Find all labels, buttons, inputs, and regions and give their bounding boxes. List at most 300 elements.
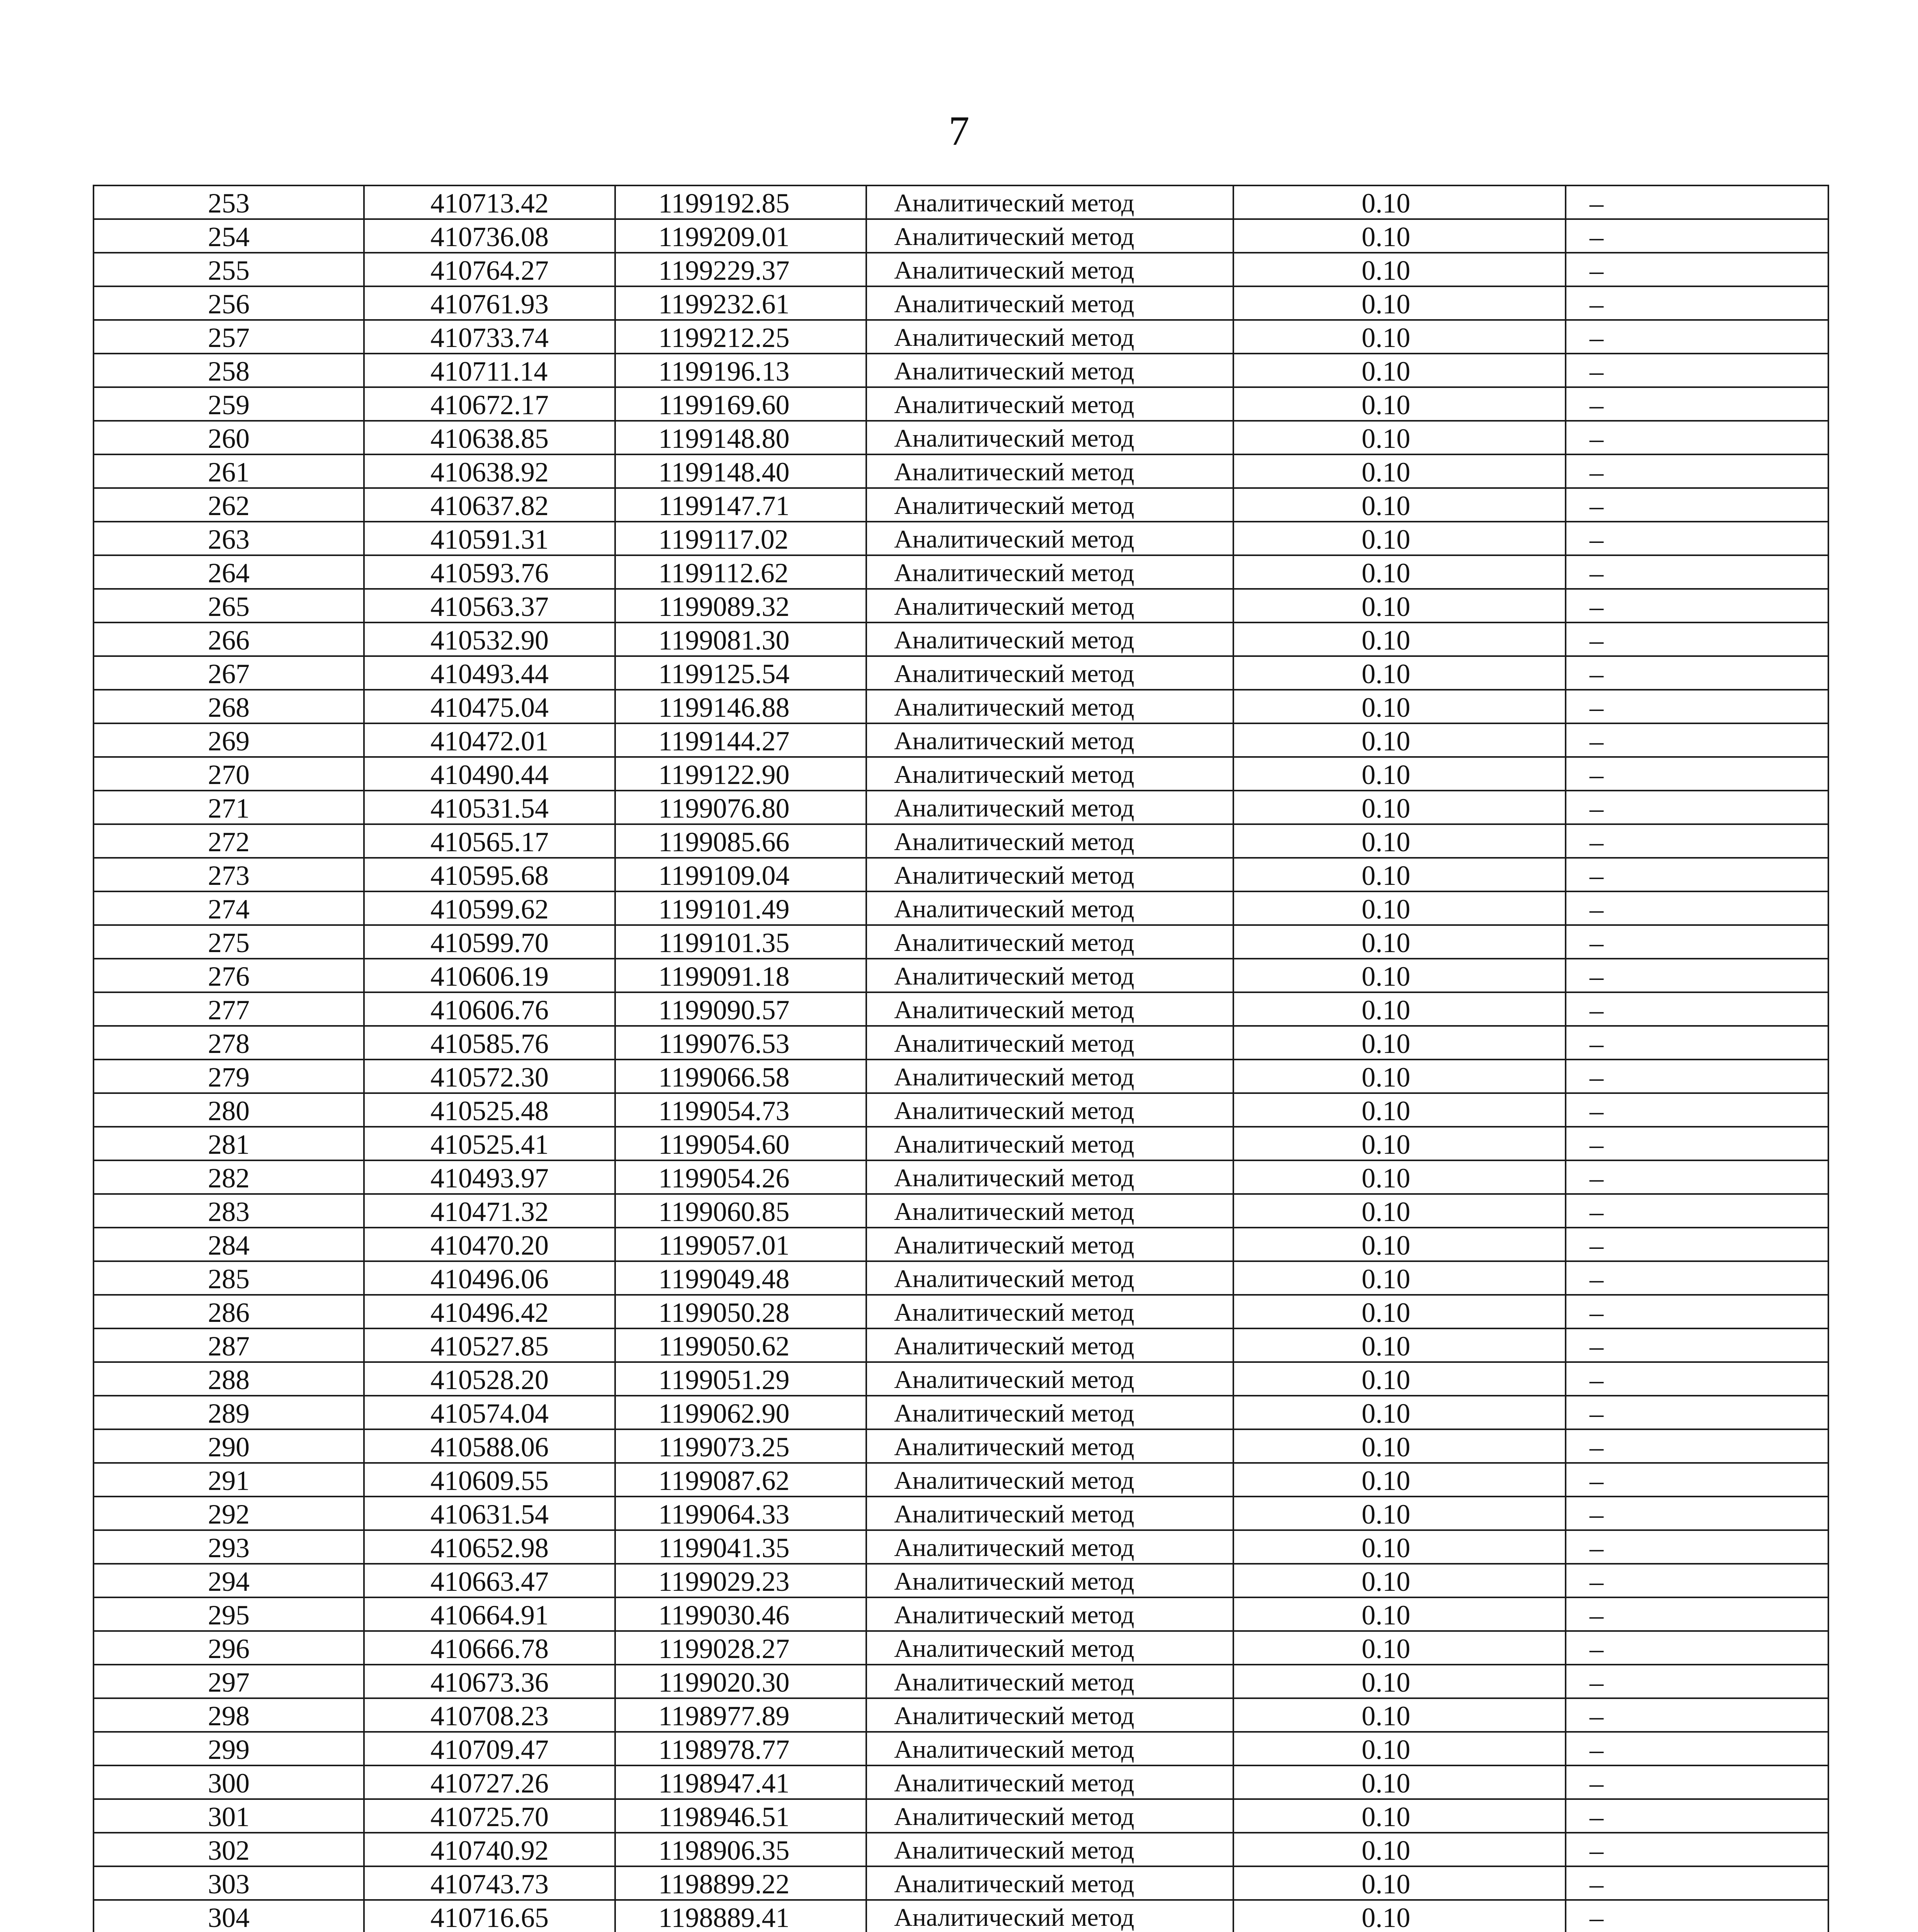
table-row: [94, 1429, 1828, 1463]
y-coordinate-cell: 1198977.89: [615, 1698, 866, 1732]
method-cell: Аналитический метод: [866, 1732, 1233, 1765]
method-cell: Аналитический метод: [866, 1900, 1233, 1932]
accuracy-cell: 0.10: [1233, 1060, 1566, 1093]
accuracy-cell: 0.10: [1233, 1429, 1566, 1463]
point-number-cell: 289: [94, 1396, 364, 1429]
x-coordinate-cell: 410475.04: [364, 690, 615, 723]
y-coordinate-cell: 1198899.22: [615, 1866, 866, 1900]
y-coordinate-cell: 1198906.35: [615, 1833, 866, 1866]
method-cell: Аналитический метод: [866, 791, 1233, 824]
y-coordinate-cell: 1199169.60: [615, 387, 866, 421]
method-cell: Аналитический метод: [866, 555, 1233, 589]
method-cell: Аналитический метод: [866, 1429, 1233, 1463]
note-cell: –: [1566, 1160, 1828, 1194]
note-cell: –: [1566, 1328, 1828, 1362]
y-coordinate-cell: 1199062.90: [615, 1396, 866, 1429]
accuracy-cell: 0.10: [1233, 354, 1566, 387]
accuracy-cell: 0.10: [1233, 286, 1566, 320]
point-number-cell: 264: [94, 555, 364, 589]
point-number-cell: 300: [94, 1765, 364, 1799]
table-row: [94, 185, 1828, 219]
note-cell: –: [1566, 1362, 1828, 1396]
accuracy-cell: 0.10: [1233, 421, 1566, 454]
x-coordinate-cell: 410606.19: [364, 959, 615, 992]
x-coordinate-cell: 410727.26: [364, 1765, 615, 1799]
y-coordinate-cell: 1199054.60: [615, 1127, 866, 1160]
accuracy-cell: 0.10: [1233, 1866, 1566, 1900]
y-coordinate-cell: 1199101.49: [615, 891, 866, 925]
accuracy-cell: 0.10: [1233, 1160, 1566, 1194]
accuracy-cell: 0.10: [1233, 723, 1566, 757]
note-cell: –: [1566, 354, 1828, 387]
x-coordinate-cell: 410761.93: [364, 286, 615, 320]
note-cell: –: [1566, 1497, 1828, 1530]
method-cell: Аналитический метод: [866, 387, 1233, 421]
note-cell: –: [1566, 1026, 1828, 1060]
accuracy-cell: 0.10: [1233, 656, 1566, 690]
table-row: [94, 1698, 1828, 1732]
point-number-cell: 263: [94, 522, 364, 555]
point-number-cell: 266: [94, 622, 364, 656]
y-coordinate-cell: 1199076.53: [615, 1026, 866, 1060]
y-coordinate-cell: 1199028.27: [615, 1631, 866, 1665]
y-coordinate-cell: 1199030.46: [615, 1597, 866, 1631]
x-coordinate-cell: 410527.85: [364, 1328, 615, 1362]
point-number-cell: 292: [94, 1497, 364, 1530]
table-row: [94, 1463, 1828, 1497]
accuracy-cell: 0.10: [1233, 1026, 1566, 1060]
table-row: [94, 1833, 1828, 1866]
table-row: [94, 555, 1828, 589]
point-number-cell: 268: [94, 690, 364, 723]
table-row: [94, 1295, 1828, 1328]
x-coordinate-cell: 410565.17: [364, 824, 615, 858]
note-cell: –: [1566, 555, 1828, 589]
y-coordinate-cell: 1199109.04: [615, 858, 866, 891]
y-coordinate-cell: 1199085.66: [615, 824, 866, 858]
method-cell: Аналитический метод: [866, 1799, 1233, 1833]
y-coordinate-cell: 1199146.88: [615, 690, 866, 723]
x-coordinate-cell: 410708.23: [364, 1698, 615, 1732]
point-number-cell: 259: [94, 387, 364, 421]
y-coordinate-cell: 1199060.85: [615, 1194, 866, 1228]
table-row: [94, 1631, 1828, 1665]
accuracy-cell: 0.10: [1233, 791, 1566, 824]
note-cell: –: [1566, 723, 1828, 757]
x-coordinate-cell: 410496.42: [364, 1295, 615, 1328]
method-cell: Аналитический метод: [866, 1261, 1233, 1295]
accuracy-cell: 0.10: [1233, 1295, 1566, 1328]
note-cell: –: [1566, 320, 1828, 354]
accuracy-cell: 0.10: [1233, 1463, 1566, 1497]
method-cell: Аналитический метод: [866, 1564, 1233, 1597]
y-coordinate-cell: 1199073.25: [615, 1429, 866, 1463]
y-coordinate-cell: 1199066.58: [615, 1060, 866, 1093]
point-number-cell: 272: [94, 824, 364, 858]
point-number-cell: 253: [94, 185, 364, 219]
table-row: [94, 1328, 1828, 1362]
method-cell: Аналитический метод: [866, 522, 1233, 555]
x-coordinate-cell: 410531.54: [364, 791, 615, 824]
table-row: [94, 354, 1828, 387]
note-cell: –: [1566, 992, 1828, 1026]
x-coordinate-cell: 410672.17: [364, 387, 615, 421]
y-coordinate-cell: 1198946.51: [615, 1799, 866, 1833]
point-number-cell: 277: [94, 992, 364, 1026]
note-cell: –: [1566, 1463, 1828, 1497]
accuracy-cell: 0.10: [1233, 1799, 1566, 1833]
accuracy-cell: 0.10: [1233, 1396, 1566, 1429]
accuracy-cell: 0.10: [1233, 891, 1566, 925]
point-number-cell: 294: [94, 1564, 364, 1597]
y-coordinate-cell: 1199041.35: [615, 1530, 866, 1564]
accuracy-cell: 0.10: [1233, 959, 1566, 992]
y-coordinate-cell: 1198947.41: [615, 1765, 866, 1799]
method-cell: Аналитический метод: [866, 1026, 1233, 1060]
x-coordinate-cell: 410609.55: [364, 1463, 615, 1497]
note-cell: –: [1566, 1228, 1828, 1261]
accuracy-cell: 0.10: [1233, 858, 1566, 891]
point-number-cell: 261: [94, 454, 364, 488]
note-cell: –: [1566, 1564, 1828, 1597]
table-row: [94, 387, 1828, 421]
note-cell: –: [1566, 1295, 1828, 1328]
table-row: [94, 925, 1828, 959]
point-number-cell: 280: [94, 1093, 364, 1127]
x-coordinate-cell: 410764.27: [364, 253, 615, 286]
y-coordinate-cell: 1199050.28: [615, 1295, 866, 1328]
note-cell: –: [1566, 1799, 1828, 1833]
point-number-cell: 262: [94, 488, 364, 522]
point-number-cell: 256: [94, 286, 364, 320]
y-coordinate-cell: 1199125.54: [615, 656, 866, 690]
x-coordinate-cell: 410528.20: [364, 1362, 615, 1396]
method-cell: Аналитический метод: [866, 253, 1233, 286]
note-cell: –: [1566, 1900, 1828, 1932]
point-number-cell: 304: [94, 1900, 364, 1932]
table-row: [94, 622, 1828, 656]
method-cell: Аналитический метод: [866, 1866, 1233, 1900]
note-cell: –: [1566, 185, 1828, 219]
point-number-cell: 288: [94, 1362, 364, 1396]
table-row: [94, 320, 1828, 354]
x-coordinate-cell: 410709.47: [364, 1732, 615, 1765]
x-coordinate-cell: 410666.78: [364, 1631, 615, 1665]
x-coordinate-cell: 410638.92: [364, 454, 615, 488]
table-row: [94, 1160, 1828, 1194]
y-coordinate-cell: 1199029.23: [615, 1564, 866, 1597]
note-cell: –: [1566, 1665, 1828, 1698]
method-cell: Аналитический метод: [866, 891, 1233, 925]
method-cell: Аналитический метод: [866, 959, 1233, 992]
table-row: [94, 253, 1828, 286]
accuracy-cell: 0.10: [1233, 1228, 1566, 1261]
note-cell: –: [1566, 1732, 1828, 1765]
x-coordinate-cell: 410470.20: [364, 1228, 615, 1261]
x-coordinate-cell: 410638.85: [364, 421, 615, 454]
point-number-cell: 258: [94, 354, 364, 387]
accuracy-cell: 0.10: [1233, 1530, 1566, 1564]
point-number-cell: 257: [94, 320, 364, 354]
method-cell: Аналитический метод: [866, 1665, 1233, 1698]
method-cell: Аналитический метод: [866, 1765, 1233, 1799]
accuracy-cell: 0.10: [1233, 253, 1566, 286]
table-row: [94, 891, 1828, 925]
method-cell: Аналитический метод: [866, 690, 1233, 723]
table-row: [94, 1396, 1828, 1429]
accuracy-cell: 0.10: [1233, 757, 1566, 791]
point-number-cell: 278: [94, 1026, 364, 1060]
method-cell: Аналитический метод: [866, 1463, 1233, 1497]
accuracy-cell: 0.10: [1233, 1665, 1566, 1698]
method-cell: Аналитический метод: [866, 656, 1233, 690]
point-number-cell: 267: [94, 656, 364, 690]
x-coordinate-cell: 410637.82: [364, 488, 615, 522]
x-coordinate-cell: 410711.14: [364, 354, 615, 387]
table-row: [94, 1597, 1828, 1631]
method-cell: Аналитический метод: [866, 1362, 1233, 1396]
method-cell: Аналитический метод: [866, 354, 1233, 387]
y-coordinate-cell: 1199054.73: [615, 1093, 866, 1127]
method-cell: Аналитический метод: [866, 1194, 1233, 1228]
coordinates-table-body: [94, 185, 1828, 1932]
y-coordinate-cell: 1199054.26: [615, 1160, 866, 1194]
note-cell: –: [1566, 488, 1828, 522]
page-number: 7: [949, 108, 969, 154]
point-number-cell: 296: [94, 1631, 364, 1665]
point-number-cell: 290: [94, 1429, 364, 1463]
table-row: [94, 219, 1828, 253]
note-cell: –: [1566, 421, 1828, 454]
x-coordinate-cell: 410574.04: [364, 1396, 615, 1429]
accuracy-cell: 0.10: [1233, 824, 1566, 858]
y-coordinate-cell: 1199117.02: [615, 522, 866, 555]
method-cell: Аналитический метод: [866, 723, 1233, 757]
point-number-cell: 271: [94, 791, 364, 824]
note-cell: –: [1566, 1429, 1828, 1463]
note-cell: –: [1566, 1597, 1828, 1631]
point-number-cell: 275: [94, 925, 364, 959]
method-cell: Аналитический метод: [866, 1833, 1233, 1866]
point-number-cell: 287: [94, 1328, 364, 1362]
x-coordinate-cell: 410713.42: [364, 185, 615, 219]
point-number-cell: 299: [94, 1732, 364, 1765]
y-coordinate-cell: 1199122.90: [615, 757, 866, 791]
accuracy-cell: 0.10: [1233, 555, 1566, 589]
y-coordinate-cell: 1199209.01: [615, 219, 866, 253]
method-cell: Аналитический метод: [866, 1160, 1233, 1194]
note-cell: –: [1566, 1765, 1828, 1799]
accuracy-cell: 0.10: [1233, 1631, 1566, 1665]
x-coordinate-cell: 410736.08: [364, 219, 615, 253]
accuracy-cell: 0.10: [1233, 589, 1566, 622]
note-cell: –: [1566, 1698, 1828, 1732]
y-coordinate-cell: 1199057.01: [615, 1228, 866, 1261]
note-cell: –: [1566, 1866, 1828, 1900]
table-row: [94, 1799, 1828, 1833]
accuracy-cell: 0.10: [1233, 1732, 1566, 1765]
method-cell: Аналитический метод: [866, 185, 1233, 219]
note-cell: –: [1566, 925, 1828, 959]
method-cell: Аналитический метод: [866, 1396, 1233, 1429]
accuracy-cell: 0.10: [1233, 1765, 1566, 1799]
point-number-cell: 282: [94, 1160, 364, 1194]
accuracy-cell: 0.10: [1233, 185, 1566, 219]
method-cell: Аналитический метод: [866, 992, 1233, 1026]
y-coordinate-cell: 1198889.41: [615, 1900, 866, 1932]
table-row: [94, 1093, 1828, 1127]
method-cell: Аналитический метод: [866, 925, 1233, 959]
point-number-cell: 301: [94, 1799, 364, 1833]
method-cell: Аналитический метод: [866, 219, 1233, 253]
table-row: [94, 824, 1828, 858]
note-cell: –: [1566, 286, 1828, 320]
y-coordinate-cell: 1199112.62: [615, 555, 866, 589]
x-coordinate-cell: 410588.06: [364, 1429, 615, 1463]
point-number-cell: 286: [94, 1295, 364, 1328]
y-coordinate-cell: 1199089.32: [615, 589, 866, 622]
note-cell: –: [1566, 622, 1828, 656]
x-coordinate-cell: 410490.44: [364, 757, 615, 791]
point-number-cell: 281: [94, 1127, 364, 1160]
note-cell: –: [1566, 891, 1828, 925]
note-cell: –: [1566, 1396, 1828, 1429]
table-row: [94, 723, 1828, 757]
y-coordinate-cell: 1199087.62: [615, 1463, 866, 1497]
table-row: [94, 858, 1828, 891]
note-cell: –: [1566, 656, 1828, 690]
x-coordinate-cell: 410631.54: [364, 1497, 615, 1530]
accuracy-cell: 0.10: [1233, 1698, 1566, 1732]
table-row: [94, 690, 1828, 723]
point-number-cell: 254: [94, 219, 364, 253]
y-coordinate-cell: 1199020.30: [615, 1665, 866, 1698]
accuracy-cell: 0.10: [1233, 1261, 1566, 1295]
table-row: [94, 959, 1828, 992]
point-number-cell: 283: [94, 1194, 364, 1228]
point-number-cell: 285: [94, 1261, 364, 1295]
method-cell: Аналитический метод: [866, 320, 1233, 354]
x-coordinate-cell: 410599.62: [364, 891, 615, 925]
table-row: [94, 1026, 1828, 1060]
table-row: [94, 1866, 1828, 1900]
x-coordinate-cell: 410472.01: [364, 723, 615, 757]
table-row: [94, 1362, 1828, 1396]
accuracy-cell: 0.10: [1233, 488, 1566, 522]
method-cell: Аналитический метод: [866, 1530, 1233, 1564]
y-coordinate-cell: 1199147.71: [615, 488, 866, 522]
note-cell: –: [1566, 1261, 1828, 1295]
table-row: [94, 488, 1828, 522]
x-coordinate-cell: 410599.70: [364, 925, 615, 959]
accuracy-cell: 0.10: [1233, 320, 1566, 354]
x-coordinate-cell: 410493.44: [364, 656, 615, 690]
point-number-cell: 255: [94, 253, 364, 286]
point-number-cell: 260: [94, 421, 364, 454]
x-coordinate-cell: 410471.32: [364, 1194, 615, 1228]
point-number-cell: 303: [94, 1866, 364, 1900]
method-cell: Аналитический метод: [866, 858, 1233, 891]
x-coordinate-cell: 410585.76: [364, 1026, 615, 1060]
y-coordinate-cell: 1199076.80: [615, 791, 866, 824]
y-coordinate-cell: 1199081.30: [615, 622, 866, 656]
table-row: [94, 1564, 1828, 1597]
note-cell: –: [1566, 589, 1828, 622]
point-number-cell: 270: [94, 757, 364, 791]
note-cell: –: [1566, 791, 1828, 824]
x-coordinate-cell: 410591.31: [364, 522, 615, 555]
method-cell: Аналитический метод: [866, 1228, 1233, 1261]
note-cell: –: [1566, 1530, 1828, 1564]
note-cell: –: [1566, 1093, 1828, 1127]
note-cell: –: [1566, 1194, 1828, 1228]
method-cell: Аналитический метод: [866, 1328, 1233, 1362]
method-cell: Аналитический метод: [866, 286, 1233, 320]
y-coordinate-cell: 1199232.61: [615, 286, 866, 320]
point-number-cell: 295: [94, 1597, 364, 1631]
method-cell: Аналитический метод: [866, 1295, 1233, 1328]
y-coordinate-cell: 1199050.62: [615, 1328, 866, 1362]
method-cell: Аналитический метод: [866, 757, 1233, 791]
table-row: [94, 522, 1828, 555]
note-cell: –: [1566, 1631, 1828, 1665]
accuracy-cell: 0.10: [1233, 690, 1566, 723]
method-cell: Аналитический метод: [866, 454, 1233, 488]
note-cell: –: [1566, 959, 1828, 992]
point-number-cell: 297: [94, 1665, 364, 1698]
accuracy-cell: 0.10: [1233, 1564, 1566, 1597]
note-cell: –: [1566, 387, 1828, 421]
point-number-cell: 265: [94, 589, 364, 622]
table-row: [94, 1732, 1828, 1765]
table-row: [94, 992, 1828, 1026]
x-coordinate-cell: 410493.97: [364, 1160, 615, 1194]
method-cell: Аналитический метод: [866, 1698, 1233, 1732]
accuracy-cell: 0.10: [1233, 992, 1566, 1026]
y-coordinate-cell: 1199192.85: [615, 185, 866, 219]
y-coordinate-cell: 1199196.13: [615, 354, 866, 387]
note-cell: –: [1566, 219, 1828, 253]
y-coordinate-cell: 1199229.37: [615, 253, 866, 286]
point-number-cell: 279: [94, 1060, 364, 1093]
accuracy-cell: 0.10: [1233, 1194, 1566, 1228]
method-cell: Аналитический метод: [866, 421, 1233, 454]
accuracy-cell: 0.10: [1233, 522, 1566, 555]
x-coordinate-cell: 410740.92: [364, 1833, 615, 1866]
table-row: [94, 589, 1828, 622]
point-number-cell: 298: [94, 1698, 364, 1732]
accuracy-cell: 0.10: [1233, 1362, 1566, 1396]
accuracy-cell: 0.10: [1233, 622, 1566, 656]
note-cell: –: [1566, 858, 1828, 891]
table-row: [94, 791, 1828, 824]
y-coordinate-cell: 1199064.33: [615, 1497, 866, 1530]
table-row: [94, 1060, 1828, 1093]
table-row: [94, 1127, 1828, 1160]
accuracy-cell: 0.10: [1233, 1900, 1566, 1932]
note-cell: –: [1566, 253, 1828, 286]
point-number-cell: 269: [94, 723, 364, 757]
accuracy-cell: 0.10: [1233, 1127, 1566, 1160]
x-coordinate-cell: 410595.68: [364, 858, 615, 891]
note-cell: –: [1566, 1833, 1828, 1866]
y-coordinate-cell: 1199148.80: [615, 421, 866, 454]
table-row: [94, 1497, 1828, 1530]
table-row: [94, 286, 1828, 320]
x-coordinate-cell: 410743.73: [364, 1866, 615, 1900]
method-cell: Аналитический метод: [866, 1060, 1233, 1093]
y-coordinate-cell: 1199148.40: [615, 454, 866, 488]
